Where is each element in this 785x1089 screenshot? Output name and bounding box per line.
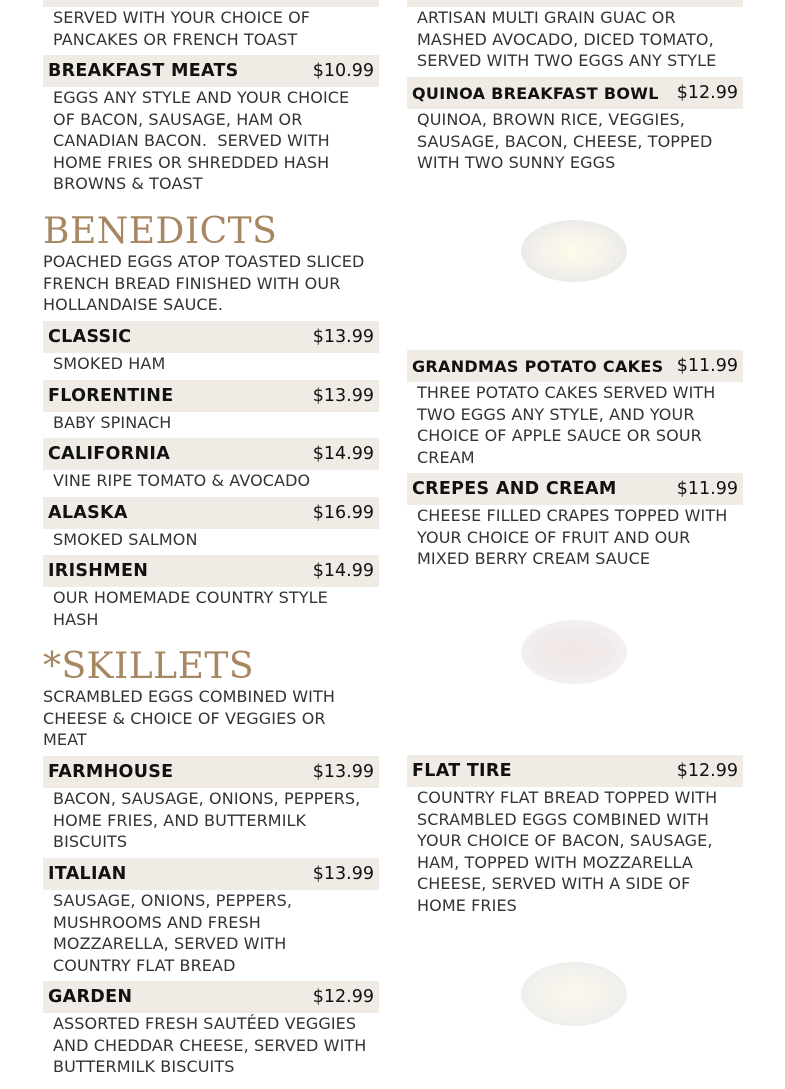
item-description: SMOKED HAM [53,354,166,373]
item-description: BABY SPINACH [53,413,172,432]
item-name: FARMHOUSE [48,762,174,782]
menu-item-flat-tire [407,755,743,787]
menu-item-california [43,438,379,470]
item-bar-fragment [43,0,379,7]
item-name: BREAKFAST MEATS [48,61,239,81]
menu-item-garden [43,981,379,1013]
item-bar-fragment [407,0,743,7]
item-price: $14.99 [312,561,374,581]
item-name: CLASSIC [48,327,132,347]
item-price: $13.99 [312,762,374,782]
item-description: BACON, SAUSAGE, ONIONS, PEPPERS, HOME FRIES, AND BUTTERMILK BISCUITS [53,789,361,851]
item-name: GARDEN [48,987,133,1007]
item-name: IRISHMEN [48,561,149,581]
item-name: ITALIAN [48,864,127,884]
item-description: EGGS ANY STYLE AND YOUR CHOICE OF BACON, SAUSAGE, HAM OR CANADIAN BACON. SERVED WITH HOME FRIES OR SHREDDED HASH BROWNS & TOAST [53,88,350,193]
item-price: $12.99 [312,987,374,1007]
menu-item-breakfast-meats [43,55,379,87]
menu-item-irishmen [43,555,379,587]
item-name: FLORENTINE [48,386,174,406]
item-description: SMOKED SALMON [53,530,198,549]
item-description: OUR HOMEMADE COUNTRY STYLE HASH [53,588,328,629]
item-description: COUNTRY FLAT BREAD TOPPED WITH SCRAMBLED EGGS COMBINED WITH YOUR CHOICE OF BACON, SAUSAGE, HAM, TOPPED WITH MOZZARELLA CHEESE, SERVED WITH A SIDE OF HOME FRIES [417,788,718,915]
item-name: ALASKA [48,503,128,523]
menu-item-alaska [43,497,379,529]
food-photo-crepes [521,620,627,684]
item-price: $13.99 [312,327,374,347]
menu-item-farmhouse [43,756,379,788]
menu-item-crepes-and-cream [407,473,743,505]
section-intro: POACHED EGGS ATOP TOASTED SLICED FRENCH BREAD FINISHED WITH OUR HOLLANDAISE SAUCE. [43,252,365,314]
item-description: CHEESE FILLED CRAPES TOPPED WITH YOUR CHOICE OF FRUIT AND OUR MIXED BERRY CREAM SAUCE [417,506,728,568]
menu-item-grandmas-potato-cakes [407,350,743,382]
item-name: GRANDMAS POTATO CAKES [412,356,664,376]
section-heading-benedicts: BENEDICTS [43,211,278,252]
item-name: FLAT TIRE [412,761,512,781]
item-price: $16.99 [312,503,374,523]
item-price: $10.99 [312,61,374,81]
menu-item-florentine [43,380,379,412]
menu-item-quinoa-breakfast-bowl [407,77,743,109]
item-name: CALIFORNIA [48,444,171,464]
item-price: $12.99 [676,83,738,103]
item-price: $13.99 [312,386,374,406]
section-heading-skillets: *SKILLETS [43,646,255,687]
food-photo-flat-tire [521,962,627,1026]
item-price: $14.99 [312,444,374,464]
item-price: $11.99 [676,479,738,499]
item-name: QUINOA BREAKFAST BOWL [412,83,659,103]
item-price: $12.99 [676,761,738,781]
item-name: CREPES AND CREAM [412,479,617,499]
item-description: QUINOA, BROWN RICE, VEGGIES, SAUSAGE, BACON, CHEESE, TOPPED WITH TWO SUNNY EGGS [417,110,713,172]
food-photo-eggs [521,220,627,282]
item-description: SERVED WITH YOUR CHOICE OF PANCAKES OR FRENCH TOAST [53,8,311,49]
item-description: THREE POTATO CAKES SERVED WITH TWO EGGS ANY STYLE, AND YOUR CHOICE OF APPLE SAUCE OR SOUR CREAM [417,383,716,467]
item-price: $11.99 [676,356,738,376]
menu-item-classic [43,321,379,353]
item-description: ARTISAN MULTI GRAIN GUAC OR MASHED AVOCADO, DICED TOMATO, SERVED WITH TWO EGGS ANY STYLE [417,8,717,70]
menu-item-italian [43,858,379,890]
section-intro: SCRAMBLED EGGS COMBINED WITH CHEESE & CHOICE OF VEGGIES OR MEAT [43,687,335,749]
item-description: SAUSAGE, ONIONS, PEPPERS, MUSHROOMS AND FRESH MOZZARELLA, SERVED WITH COUNTRY FLAT BREAD [53,891,293,975]
item-description: VINE RIPE TOMATO & AVOCADO [53,471,311,490]
item-description: ASSORTED FRESH SAUTÉED VEGGIES AND CHEDDAR CHEESE, SERVED WITH BUTTERMILK BISCUITS [53,1014,367,1076]
item-price: $13.99 [312,864,374,884]
